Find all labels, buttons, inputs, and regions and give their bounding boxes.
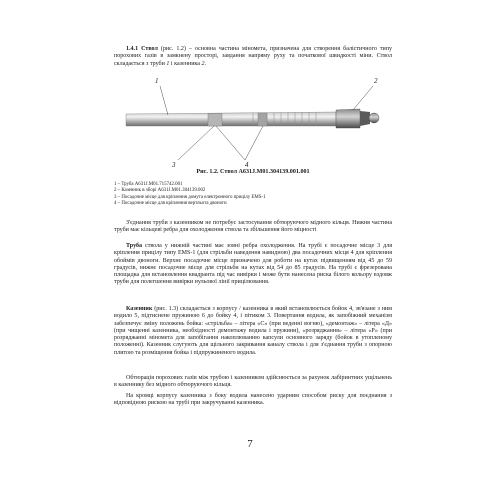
legend-item: 2 – Казенник в зборі А631Ј.М01.304139.002 [114,188,206,194]
paragraph-breech: Казенник (рис. 1.3) складається з корпусу / казенника в який встановлюється бойок 4, зв'язане з ним водило 5, підтиснене пружиною 6 до бойку 4, і пітиком 3. Повертання водила, як запобіжний механізм забезпечує зміну положень бойка: «стрільба» – літера «С» (при веденні вогню), «демонтаж» – літера «Д» (при чищенні казенника, необхідності демонтажу водила і пружини), «розряджання» – літера «Р» (при розряджанні міномета для запобігання накоплюванню капсули основного заряду (бойок в утопленому положенні). Казенник слугують для щільного закривання каналу ствола і для з'єднання труби з опорною плитою та розміщення бойка і підпружиненого водила. [114,306,392,356]
callout-line-4b [245,126,263,160]
legend-item: 3 – Посадочне місце для кріплення домута електронного прицілу EMS-1 [114,194,266,200]
barrel-figure [108,72,398,167]
figure-caption: Рис. 1.2. Ствол А631Ј.М01.304139.001.001 [196,169,310,175]
paragraph-marking: На кромці корпусу казенника з боку водила нанесено ударним способом риску для поєднання з відповідною рискою на трубі при закручуванні казенника. [114,393,392,407]
callout-line-4a [216,126,245,160]
callout-4: 4 [245,161,249,167]
sight-mount-seat [208,114,222,127]
callout-line-1 [160,86,168,115]
legend-item: 4 – Посадочне місце для кріплення вертльота двоноги [114,200,227,206]
paragraph-joint: З'єднання труби з казенником не потребує застосування обтюруючого мідного кільця. Нижня частина труби має кільцеві ребра для охолодження ствола та збільшення його міцності [114,220,392,234]
section-heading: 1.4.1 Ствол [126,46,158,52]
callout-3: 3 [172,161,176,167]
intro-paragraph: 1.4.1 Ствол (рис. 1.2) – основна частина міномета, призначена для створення балістичного типу порохових газів в замкнену просторі, завдання напряму руху та початкової швидкості міни. Ствол складається з труби 1 і казенника 2. [114,46,392,67]
paragraph-obturation: Обтюрація порохових газів між трубою і казенником здійснюється за рахунок лабіринтних ущільнень в казеннику без мідного обтюруючого кільця. [114,375,392,389]
callout-line-3 [178,126,214,160]
callout-line-2 [353,86,373,110]
tube-body [126,112,336,126]
breech-assembly [336,109,379,128]
bipod-mount-seat [258,113,267,126]
page-number: 7 [247,438,253,450]
figure-legend [114,182,392,207]
callout-1: 1 [155,77,159,85]
callout-2: 2 [374,77,378,85]
paragraph-tube: Труба ствола у нижній частині має зовні ребра охолодження. На трубі є посадочне місце 3 для кріплення прицілу типу EMS-1 (для стрільби наведення навидною) два посадочних місця 4 для кріплення обоймів двоноги. Верхнє посадочне місце призначено для роботи на кутах підвищенням від 45 до 59 градусів, нижнє посадочне місце для стрільби на кутах від 54 до 85 градусів. На трубі є фрезерована площадка для встановлення квадранта під час вивірки і може бути нанесена риска білого кольору вздовж труби для полегшення вивірки нульової лінії прицілювання. [114,243,392,286]
legend-item: 1 – Труба А631Ј.М01.715742.001 [114,182,183,187]
